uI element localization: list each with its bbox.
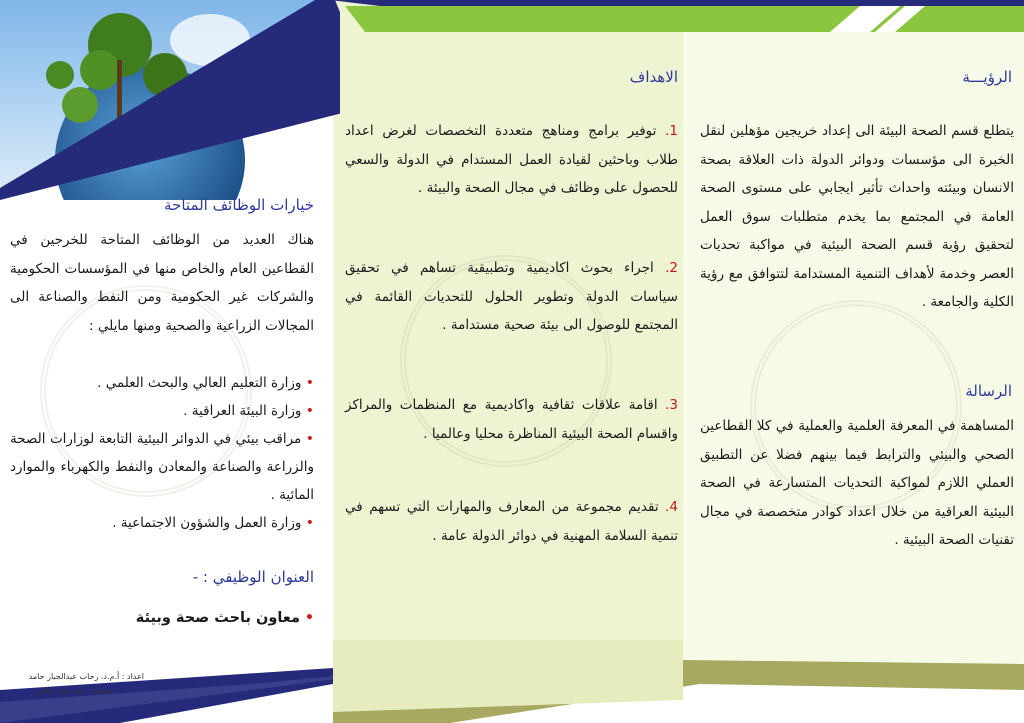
goals-title: الاهداف (629, 68, 678, 86)
goal-item (345, 493, 678, 550)
goal-number: 1. (665, 123, 678, 139)
bullet-icon: • (305, 610, 314, 626)
goal-number: 4. (665, 499, 678, 515)
list-item: • وزارة البيئة العراقية . (183, 403, 314, 419)
list-item: • معاون باحث صحة وبيئة (135, 610, 314, 626)
bullet-icon: • (305, 375, 314, 391)
goal-number: 2. (665, 260, 679, 276)
list-item: • مراقب بيئي في الدوائر البيئية التابعة لوزارات الصحة والزراعة والصناعة والمعادن والنفط والكهرباء والموارد المائية . (10, 431, 314, 503)
bullet-icon: • (305, 515, 314, 531)
goal-item (345, 254, 678, 340)
goal-text: اجراء بحوث اكاديمية وتطبيقية تساهم في تحقيق سياسات الدولة وتطوير الحلول للتحديات القائمة في المجتمع للوصول الى بيئة صحية مستدامة . (345, 260, 678, 333)
goal-text: تقديم مجموعة من المعارف والمهارات التي تسهم في تنمية السلامة المهنية في دوائر الدولة عامة . (345, 499, 678, 544)
job-title-list (10, 604, 314, 632)
bullet-icon: • (305, 431, 314, 447)
jobs-intro: هناك العديد من الوظائف المتاحة للخرجين في القطاعين العام والخاص منها في المؤسسات الحكومية والشركات غير الحكومية ومن النفط والصناعة الى المجالات الزراعية والصحية ومنها مايلي : (10, 232, 314, 334)
mission-title: الرسالة (965, 382, 1012, 400)
earth-trees-image (0, 0, 340, 200)
goal-text: اقامة علاقات ثقافية واكاديمية مع المنظمات والمراكز واقسام الصحة البيئية المناظرة محليا وعالميا . (345, 397, 678, 442)
vision-text: يتطلع قسم الصحة البيئة الى إعداد خريجين مؤهلين لنقل الخبرة الى مؤسسات ودوائر الدولة ذات العلاقة بصحة الانسان وبيئته واحداث تأثير ايجابي على مستوى الصحة العامة في المجتمع بما يخدم متطلبات سوق العمل لتحقيق رؤية قسم الصحة البيئية في مواكبة تحديات العصر وخدمة لأهداف التنمية المستدامة لتتوافق مع رؤية الكلية والجامعة . (700, 123, 1014, 310)
job-title-heading: العنوان الوظيفي : - (192, 568, 314, 586)
goal-item (345, 117, 678, 203)
jobs-title: خيارات الوظائف المتاحة (164, 196, 314, 214)
credits-prepared: اعداد : أ.م.د. رحاب عبدالجبار حامد (28, 672, 144, 681)
jobs-list (10, 369, 314, 537)
vision-title: الرؤيـــة (962, 68, 1012, 86)
goal-text: توفير برامج ومناهج متعددة التخصصات لغرض اعداد طلاب وباحثين لقيادة العمل المستدام في الدولة والسعي للحصول على وظائف في مجال الصحة والبيئة . (345, 123, 678, 196)
goal-item (345, 391, 678, 448)
goal-number: 3. (665, 397, 679, 413)
mission-text: المساهمة في المعرفة العلمية والعملية في كلا القطاعين الصحي والبيئي والترابط فيما بينهم فضلا عن التطبيق العملي اللازم لمواكبة التحديات المتسارعة في الصحة البيئية العراقية من خلال اعداد كوادر متخصصة في مجال تقنيات الصحة البيئية . (700, 418, 1014, 548)
list-item: • وزارة التعليم العالي والبحث العلمي . (97, 375, 314, 391)
bullet-icon: • (305, 403, 314, 419)
credits-design: تصميم : طه نبيل سالم (38, 686, 114, 695)
list-item: • وزارة العمل والشؤون الاجتماعية . (112, 515, 314, 531)
